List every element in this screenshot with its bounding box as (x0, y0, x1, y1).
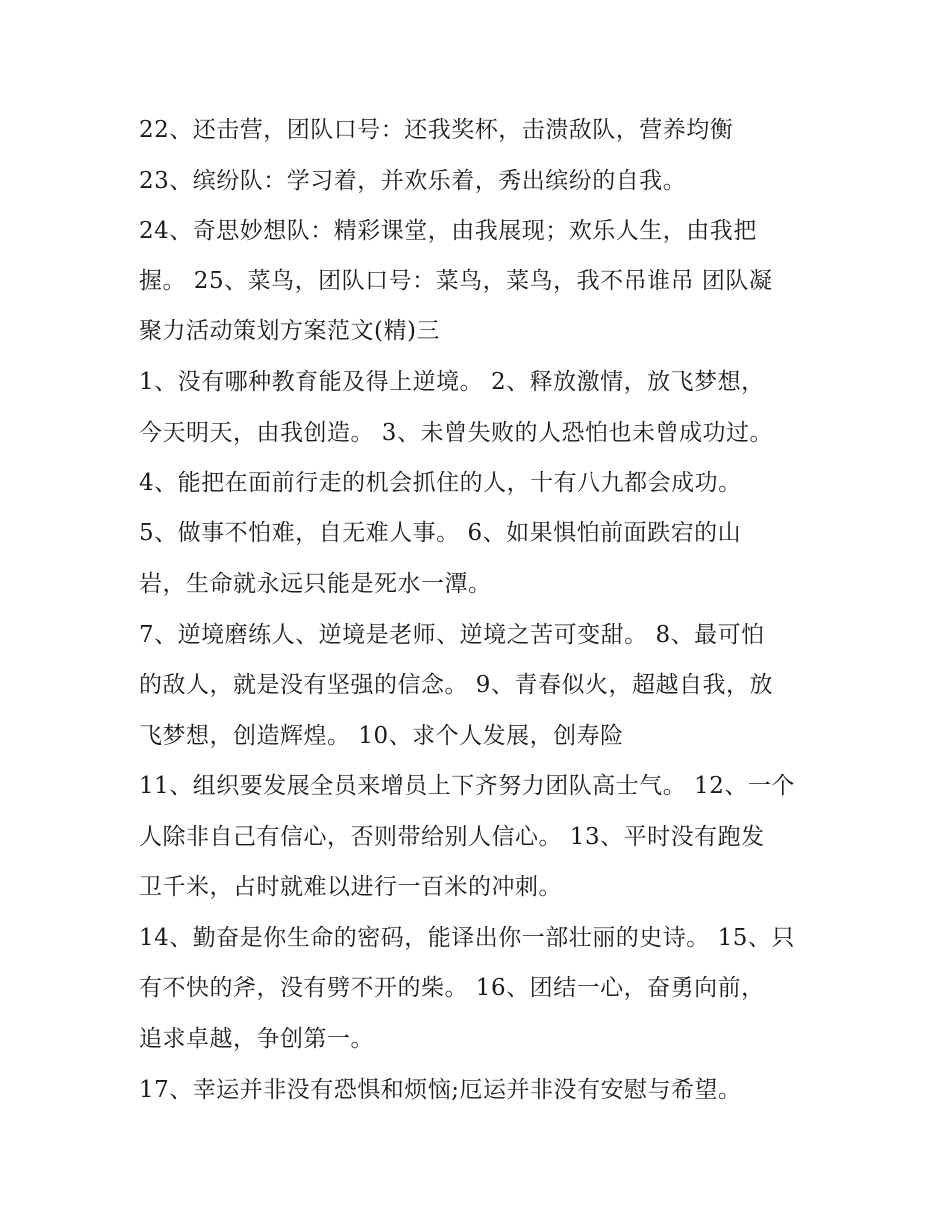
text-line: 追求卓越，争创第一。 (139, 1026, 374, 1052)
text-line: 11、组织要发展全员来增员上下齐努力团队高士气。 12、一个 (139, 773, 795, 799)
text-line: 24、奇思妙想队：精彩课堂，由我展现；欢乐人生，由我把 (139, 218, 757, 244)
text-line: 飞梦想，创造辉煌。 10、求个人发展，创寿险 (139, 723, 624, 749)
text-line: 岩，生命就永远只能是死水一潭。 (139, 571, 492, 597)
text-line: 5、做事不怕难，自无难人事。 6、如果惧怕前面跌宕的山 (139, 520, 742, 546)
text-line: 1、没有哪种教育能及得上逆境。 2、释放激情，放飞梦想， (139, 369, 765, 395)
text-line: 4、能把在面前行走的机会抓住的人，十有八九都会成功。 (139, 470, 742, 496)
text-line: 握。 25、菜鸟，团队口号：菜鸟，菜鸟，我不吊谁吊 团队凝 (139, 268, 773, 294)
text-line: 人除非自己有信心，否则带给别人信心。 13、平时没有跑发 (139, 824, 765, 850)
text-line: 17、幸运并非没有恐惧和烦恼;厄运并非没有安慰与希望。 (139, 1077, 742, 1103)
text-line: 卫千米，占时就难以进行一百米的冲刺。 (139, 874, 562, 900)
text-line: 7、逆境磨练人、逆境是老师、逆境之苦可变甜。 8、最可怕 (139, 622, 765, 648)
text-line: 14、勤奋是你生命的密码，能译出你一部壮丽的史诗。 15、只 (139, 925, 795, 951)
text-line: 有不快的斧，没有劈不开的柴。 16、团结一心，奋勇向前， (139, 975, 765, 1001)
text-line: 的敌人，就是没有坚强的信念。 9、青春似火，超越自我，放 (139, 672, 773, 698)
text-line: 聚力活动策划方案范文(精)三 (139, 318, 440, 344)
text-line: 22、还击营，团队口号：还我奖杯，击溃敌队，营养均衡 (139, 117, 734, 143)
text-line: 23、缤纷队：学习着，并欢乐着，秀出缤纷的自我。 (139, 168, 687, 194)
text-line: 今天明天，由我创造。 3、未曾失败的人恐怕也未曾成功过。 (139, 420, 773, 446)
